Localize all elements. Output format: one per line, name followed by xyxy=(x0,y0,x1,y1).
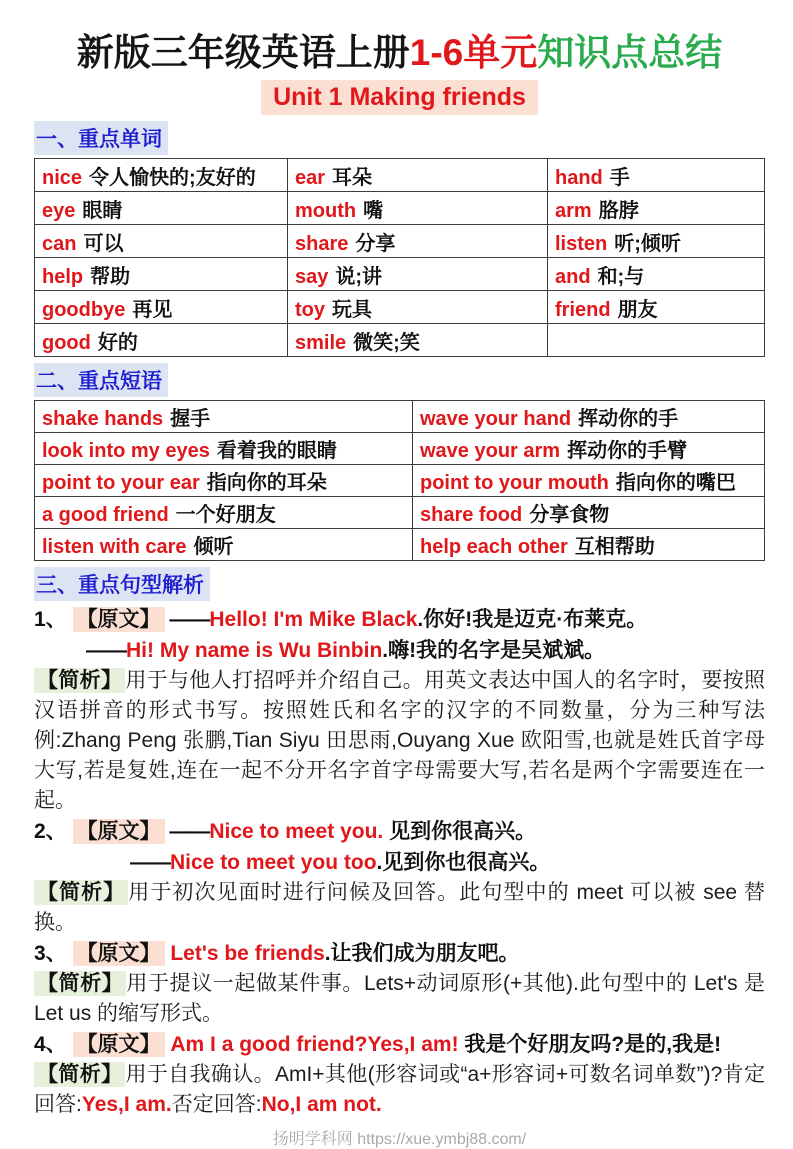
label-jianxi: 【简析】 xyxy=(34,1062,125,1087)
sentence-line xyxy=(34,816,765,847)
analysis-text: 否定回答: xyxy=(171,1093,262,1117)
english-sentence: Hello! I'm Mike Black xyxy=(209,608,418,632)
analysis-text: 用于自我确认。AmI+其他(形容词或“a+形容词+可数名词单数”)?肯定回答: xyxy=(34,1063,765,1117)
word-cell xyxy=(35,258,288,291)
chinese-meaning: 分享 xyxy=(355,232,396,255)
table-row xyxy=(35,433,765,465)
chinese-meaning: 耳朵 xyxy=(332,166,373,189)
word-cell xyxy=(548,159,765,192)
english-word: help each other xyxy=(420,536,568,559)
chinese-meaning: 一个好朋友 xyxy=(175,504,276,527)
english-word: ear xyxy=(295,166,326,189)
sentence-line xyxy=(34,604,765,635)
table-row xyxy=(35,529,765,561)
chinese-meaning: 指向你的耳朵 xyxy=(206,472,327,495)
table-row xyxy=(35,291,765,324)
chinese-meaning: 握手 xyxy=(170,408,211,431)
english-word: and xyxy=(555,265,591,288)
phrase-cell xyxy=(413,401,765,433)
dash: —— xyxy=(164,820,210,844)
section-words-heading-row xyxy=(34,121,765,155)
chinese-meaning: 手 xyxy=(609,166,630,189)
english-word: smile xyxy=(295,331,347,354)
title-part-red: 1-6单元 xyxy=(409,32,538,73)
chinese-meaning: 可以 xyxy=(83,232,124,255)
english-word: point to your ear xyxy=(42,472,200,495)
section-phrases-heading-row xyxy=(34,363,765,397)
section-heading-phrases: 二、重点短语 xyxy=(34,363,168,397)
word-cell xyxy=(288,291,548,324)
phrase-cell xyxy=(35,401,413,433)
word-cell xyxy=(548,192,765,225)
footer-watermark: 扬明学科网 https://xue.ymbj88.com/ xyxy=(272,1131,527,1149)
phrase-cell xyxy=(35,433,413,465)
english-word: toy xyxy=(295,298,325,321)
chinese-meaning: 再见 xyxy=(132,298,173,321)
label-yuanwen: 【原文】 xyxy=(73,607,165,632)
sentence-line xyxy=(34,938,765,969)
word-cell xyxy=(288,225,548,258)
section-heading-sentences: 三、重点句型解析 xyxy=(34,567,210,601)
analysis-text: 用于与他人打招呼并介绍自己。用英文表达中国人的名字时，要按照汉语拼音的形式书写。按照姓氏和名字的汉字的不同数量，分为三种写法例:Zhang Peng 张鹏,Tian Siyu 田思雨,Ouyang Xue 欧阳雪,也就是姓氏首字母大写,若是复姓,连在一起不分开名字首字母需要大写,若名是两个字需要连在一起。 xyxy=(34,669,766,813)
chinese-meaning: 说;讲 xyxy=(335,265,383,288)
chinese-translation: .见到你也很高兴。 xyxy=(376,851,551,875)
analysis-paragraph xyxy=(34,666,765,816)
item-number: 1、 xyxy=(34,608,73,632)
chinese-meaning: 朋友 xyxy=(617,298,658,321)
english-word: mouth xyxy=(295,199,357,222)
sentence-section-body xyxy=(34,604,765,1120)
chinese-meaning: 帮助 xyxy=(90,265,131,288)
english-word: friend xyxy=(555,298,611,321)
table-row xyxy=(35,225,765,258)
item-number: 3、 xyxy=(34,942,73,966)
item-number: 4、 xyxy=(34,1033,73,1057)
chinese-meaning: 挥动你的手臂 xyxy=(567,440,688,463)
sentence-line xyxy=(34,635,765,666)
phrase-cell xyxy=(413,529,765,561)
dash: —— xyxy=(164,608,210,632)
chinese-meaning: 嘴 xyxy=(363,199,384,222)
chinese-translation: .让我们成为朋友吧。 xyxy=(324,942,520,966)
dash: —— xyxy=(86,639,126,663)
phrase-cell xyxy=(413,497,765,529)
word-cell xyxy=(288,258,548,291)
chinese-meaning: 听;倾听 xyxy=(614,232,681,255)
word-table xyxy=(34,158,765,357)
table-row xyxy=(35,192,765,225)
chinese-meaning: 玩具 xyxy=(332,298,372,321)
label-yuanwen: 【原文】 xyxy=(73,941,165,966)
english-word: arm xyxy=(555,199,592,222)
sentence-line xyxy=(34,847,765,878)
table-row xyxy=(35,465,765,497)
english-answer: No,I am not. xyxy=(261,1093,382,1117)
phrase-cell xyxy=(413,465,765,497)
section-heading-words: 一、重点单词 xyxy=(34,121,168,155)
english-word: wave your arm xyxy=(420,440,561,463)
chinese-meaning: 令人愉快的;友好的 xyxy=(89,166,256,189)
analysis-paragraph xyxy=(34,969,765,1029)
phrase-table xyxy=(34,400,765,561)
english-word: listen with care xyxy=(42,536,187,559)
chinese-meaning: 指向你的嘴巴 xyxy=(615,472,736,495)
english-sentence: Nice to meet you. xyxy=(209,820,390,844)
sentence-line xyxy=(34,1029,765,1060)
chinese-meaning: 挥动你的手 xyxy=(578,408,679,431)
english-sentence: Am I a good friend?Yes,I am! xyxy=(164,1033,465,1057)
english-word: help xyxy=(42,265,84,288)
word-cell xyxy=(35,159,288,192)
word-cell xyxy=(35,324,288,357)
item-number: 2、 xyxy=(34,820,73,844)
word-cell xyxy=(288,159,548,192)
english-word: listen xyxy=(555,232,608,255)
phrase-cell xyxy=(35,497,413,529)
unit-subtitle: Unit 1 Making friends xyxy=(261,80,538,115)
label-yuanwen: 【原文】 xyxy=(73,819,165,844)
chinese-meaning: 互相帮助 xyxy=(574,536,655,559)
chinese-translation: .嗨!我的名字是吴斌斌。 xyxy=(382,639,606,663)
table-row xyxy=(35,497,765,529)
phrase-cell xyxy=(413,433,765,465)
label-jianxi: 【简析】 xyxy=(34,880,128,905)
english-word: nice xyxy=(42,166,83,189)
label-jianxi: 【简析】 xyxy=(34,971,126,996)
english-sentence: Nice to meet you too xyxy=(170,851,377,875)
word-cell xyxy=(288,324,548,357)
phrase-cell xyxy=(35,529,413,561)
analysis-text: 用于提议一起做某件事。Lets+动词原形(+其他).此句型中的 Let's 是 Let us 的缩写形式。 xyxy=(34,972,765,1026)
chinese-meaning: 和;与 xyxy=(597,265,645,288)
english-sentence: Let's be friends xyxy=(164,942,325,966)
analysis-text: 用于初次见面时进行问候及回答。此句型中的 meet 可以被 see 替换。 xyxy=(34,881,765,935)
english-answer: Yes,I am. xyxy=(81,1093,172,1117)
english-word: say xyxy=(295,265,329,288)
english-word: hand xyxy=(555,166,603,189)
phrase-cell xyxy=(35,465,413,497)
english-word: goodbye xyxy=(42,298,126,321)
table-row xyxy=(35,159,765,192)
english-sentence: Hi! My name is Wu Binbin xyxy=(126,639,383,663)
analysis-paragraph xyxy=(34,1060,765,1120)
english-word: point to your mouth xyxy=(420,472,609,495)
english-word: eye xyxy=(42,199,76,222)
table-row xyxy=(35,258,765,291)
word-cell xyxy=(288,192,548,225)
chinese-meaning: 看着我的眼睛 xyxy=(216,440,337,463)
word-cell xyxy=(35,291,288,324)
english-word: shake hands xyxy=(42,408,164,431)
english-word: wave your hand xyxy=(420,408,572,431)
word-cell xyxy=(548,324,765,357)
label-yuanwen: 【原文】 xyxy=(73,1032,165,1057)
page-title xyxy=(34,30,765,76)
chinese-meaning: 倾听 xyxy=(193,536,234,559)
chinese-meaning: 胳脖 xyxy=(598,199,639,222)
english-word: can xyxy=(42,232,77,255)
section-sentences-heading-row xyxy=(34,567,765,601)
chinese-meaning: 眼睛 xyxy=(82,199,123,222)
english-word: good xyxy=(42,331,91,354)
word-cell xyxy=(35,192,288,225)
label-jianxi: 【简析】 xyxy=(34,668,125,693)
word-cell xyxy=(548,225,765,258)
chinese-meaning: 分享食物 xyxy=(529,504,610,527)
analysis-paragraph xyxy=(34,878,765,938)
english-word: look into my eyes xyxy=(42,440,210,463)
word-cell xyxy=(35,225,288,258)
title-part-black: 新版三年级英语上册 xyxy=(76,32,410,73)
chinese-translation: .你好!我是迈克·布莱克。 xyxy=(417,608,648,632)
chinese-meaning: 好的 xyxy=(97,331,138,354)
word-cell xyxy=(548,291,765,324)
english-word: a good friend xyxy=(42,504,169,527)
chinese-translation: 见到你很高兴。 xyxy=(389,820,537,844)
table-row xyxy=(35,401,765,433)
dash: —— xyxy=(130,851,170,875)
english-word: share xyxy=(295,232,349,255)
chinese-translation: 我是个好朋友吗?是的,我是! xyxy=(464,1033,722,1057)
chinese-meaning: 微笑;笑 xyxy=(353,331,420,354)
subtitle-row xyxy=(34,80,765,115)
english-word: share food xyxy=(420,504,523,527)
word-cell xyxy=(548,258,765,291)
title-part-green: 知识点总结 xyxy=(537,32,723,73)
table-row xyxy=(35,324,765,357)
